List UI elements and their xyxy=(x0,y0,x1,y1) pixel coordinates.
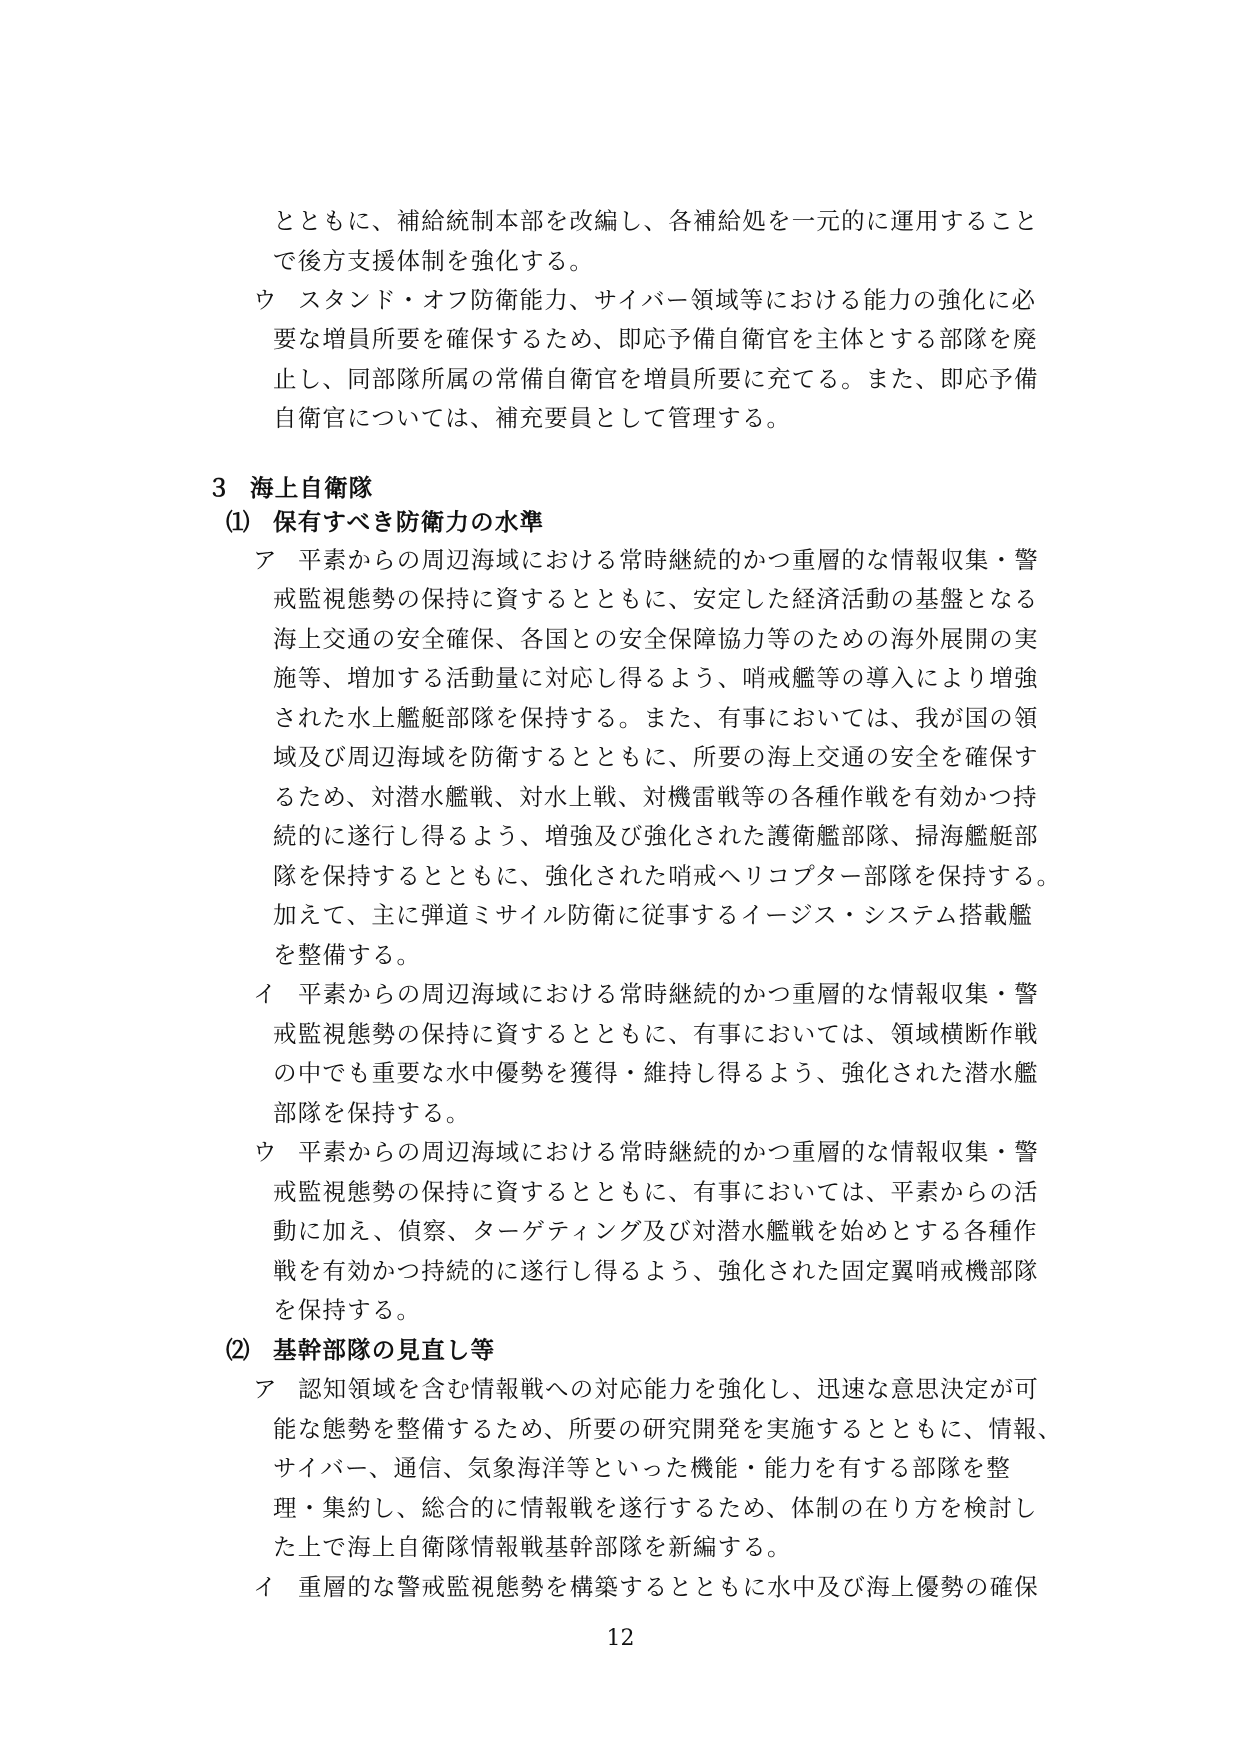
text-line: 加えて、主に弾道ミサイル防衛に従事するイージス・システム搭載艦 xyxy=(273,901,1034,929)
text-line: を保持する。 xyxy=(273,1296,422,1324)
item-marker: イ xyxy=(253,1573,277,1601)
text-line: の中でも重要な水中優勢を獲得・維持し得るよう、強化された潜水艦 xyxy=(273,1059,1039,1087)
subsection-number: ⑴ xyxy=(226,508,250,536)
item-marker: ア xyxy=(253,546,277,574)
item-marker: ア xyxy=(253,1375,277,1403)
text-line: で後方支援体制を強化する。 xyxy=(273,247,595,275)
text-line: 戒監視態勢の保持に資するとともに、有事においては、平素からの活 xyxy=(273,1178,1039,1206)
text-line: 認知領域を含む情報戦への対応能力を強化し、迅速な意思決定が可 xyxy=(298,1375,1039,1403)
text-line: 理・集約し、総合的に情報戦を遂行するため、体制の在り方を検討し xyxy=(273,1494,1038,1522)
text-line: を整備する。 xyxy=(273,941,422,969)
subsection-number: ⑵ xyxy=(226,1336,250,1364)
section-title: 海上自衛隊 xyxy=(250,474,374,502)
text-line: た上で海上自衛隊情報戦基幹部隊を新編する。 xyxy=(273,1533,792,1561)
text-line: 隊を保持するとともに、強化された哨戒ヘリコプター部隊を保持する。 xyxy=(273,862,1062,890)
item-marker: ウ xyxy=(253,1138,277,1166)
text-line: 自衛官については、補充要員として管理する。 xyxy=(273,404,792,432)
text-line: 戒監視態勢の保持に資するとともに、有事においては、領域横断作戦 xyxy=(273,1020,1039,1048)
text-line: 能な態勢を整備するため、所要の研究開発を実施するとともに、情報、 xyxy=(273,1415,1063,1443)
text-line: された水上艦艇部隊を保持する。また、有事においては、我が国の領 xyxy=(273,704,1039,732)
text-line: るため、対潜水艦戦、対水上戦、対機雷戦等の各種作戦を有効かつ持 xyxy=(273,783,1038,811)
text-line: 平素からの周辺海域における常時継続的かつ重層的な情報収集・警 xyxy=(298,546,1039,574)
text-line: 要な増員所要を確保するため、即応予備自衛官を主体とする部隊を廃 xyxy=(273,325,1038,353)
text-line: 海上交通の安全確保、各国との安全保障協力等のための海外展開の実 xyxy=(273,625,1039,653)
item-marker: イ xyxy=(253,980,277,1008)
text-line: 動に加え、偵察、ターゲティング及び対潜水艦戦を始めとする各種作 xyxy=(273,1217,1038,1245)
text-line: スタンド・オフ防衛能力、サイバー領域等における能力の強化に必 xyxy=(298,286,1037,314)
text-line: とともに、補給統制本部を改編し、各補給処を一元的に運用すること xyxy=(273,207,1039,235)
text-line: 重層的な警戒監視態勢を構築するとともに水中及び海上優勢の確保 xyxy=(298,1573,1039,1601)
text-line: 平素からの周辺海域における常時継続的かつ重層的な情報収集・警 xyxy=(298,980,1039,1008)
subsection-title: 保有すべき防衛力の水準 xyxy=(273,508,545,536)
section-number: ３ xyxy=(207,474,231,502)
text-line: 平素からの周辺海域における常時継続的かつ重層的な情報収集・警 xyxy=(298,1138,1039,1166)
text-line: 戦を有効かつ持続的に遂行し得るよう、強化された固定翼哨戒機部隊 xyxy=(273,1257,1039,1285)
page-number: 12 xyxy=(606,1626,635,1651)
text-line: 域及び周辺海域を防衛するとともに、所要の海上交通の安全を確保す xyxy=(273,743,1039,771)
text-line: 止し、同部隊所属の常備自衛官を増員所要に充てる。また、即応予備 xyxy=(273,365,1039,393)
subsection-title: 基幹部隊の見直し等 xyxy=(273,1336,496,1364)
text-line: サイバー、通信、気象海洋等といった機能・能力を有する部隊を整 xyxy=(273,1454,1011,1482)
text-line: 施等、増加する活動量に対応し得るよう、哨戒艦等の導入により増強 xyxy=(273,664,1039,692)
text-line: 部隊を保持する。 xyxy=(273,1099,471,1127)
item-marker: ウ xyxy=(253,286,277,314)
text-line: 続的に遂行し得るよう、増強及び強化された護衛艦部隊、掃海艦艇部 xyxy=(273,822,1039,850)
text-line: 戒監視態勢の保持に資するとともに、安定した経済活動の基盤となる xyxy=(273,585,1039,613)
